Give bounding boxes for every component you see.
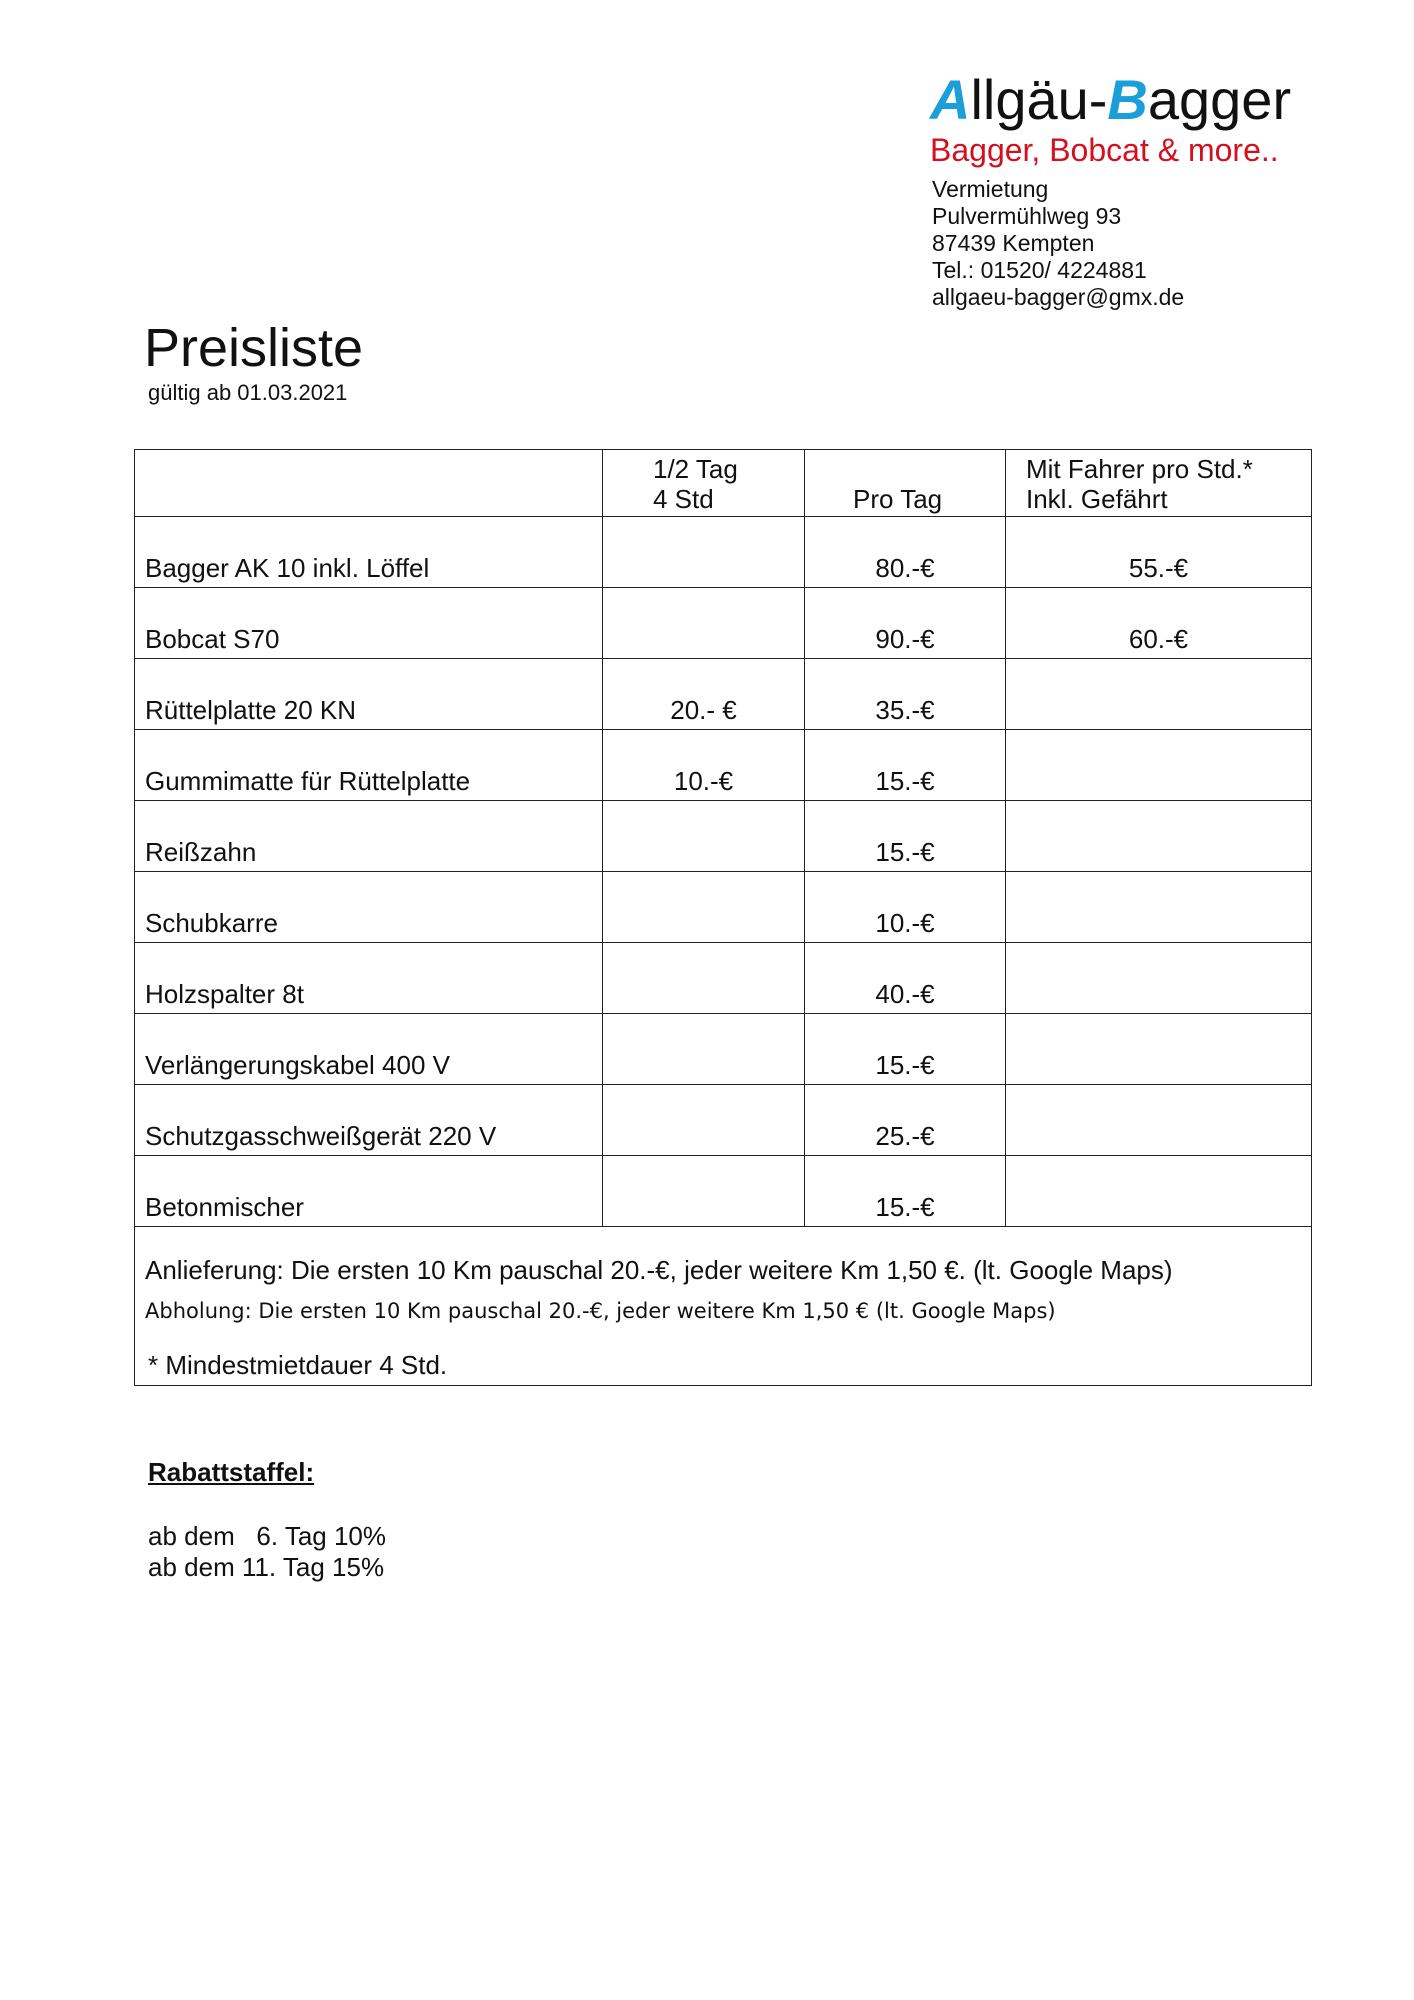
half-day-price	[603, 588, 805, 659]
driver-hourly-price	[1006, 1156, 1312, 1227]
half-day-price	[603, 517, 805, 588]
header-driver-line2: Inkl. Gefährt	[1026, 484, 1168, 514]
header-driver-line1: Mit Fahrer pro Std.*	[1026, 454, 1253, 484]
table-row	[135, 1014, 1312, 1085]
table-row	[135, 1085, 1312, 1156]
header-per-day-label: Pro Tag	[853, 484, 943, 514]
per-day-price: 35.-€	[805, 659, 1006, 730]
driver-hourly-price	[1006, 1014, 1312, 1085]
per-day-price: 15.-€	[805, 801, 1006, 872]
address-city: 87439 Kempten	[932, 230, 1095, 256]
item-name: Bagger AK 10 inkl. Löffel	[135, 517, 603, 588]
valid-from-date: gültig ab 01.03.2021	[148, 380, 348, 405]
driver-hourly-price: 60.-€	[1006, 588, 1312, 659]
discount-item: ab dem 11. Tag 15%	[148, 1552, 385, 1582]
item-name: Rüttelplatte 20 KN	[135, 659, 603, 730]
half-day-price	[603, 1156, 805, 1227]
table-row	[135, 659, 1312, 730]
per-day-price: 15.-€	[805, 730, 1006, 801]
per-day-price: 90.-€	[805, 588, 1006, 659]
address-street: Pulvermühlweg 93	[932, 203, 1122, 229]
table-row	[135, 517, 1312, 588]
discount-list	[148, 1521, 386, 1583]
per-day-price: 15.-€	[805, 1156, 1006, 1227]
header-half-day	[603, 450, 805, 517]
price-table	[134, 449, 1312, 1386]
page-title: Preisliste	[144, 318, 364, 378]
item-name: Schubkarre	[135, 872, 603, 943]
driver-hourly-price	[1006, 801, 1312, 872]
header-half-day-line1: 1/2 Tag	[653, 454, 738, 484]
item-name: Betonmischer	[135, 1156, 603, 1227]
per-day-price: 10.-€	[805, 872, 1006, 943]
header-per-day	[805, 450, 1006, 517]
driver-hourly-price	[1006, 872, 1312, 943]
item-name: Gummimatte für Rüttelplatte	[135, 730, 603, 801]
logo-text-2: agger	[1147, 68, 1292, 131]
item-name: Verlängerungskabel 400 V	[135, 1014, 603, 1085]
per-day-price: 80.-€	[805, 517, 1006, 588]
table-row	[135, 801, 1312, 872]
delivery-text: Anlieferung: Die ersten 10 Km pauschal 20.-€, jeder weitere Km 1,50 €. (lt. Google Maps)	[145, 1255, 1173, 1285]
per-day-price: 15.-€	[805, 1014, 1006, 1085]
pickup-text: Abholung: Die ersten 10 Km pauschal 20.-€, jeder weitere Km 1,50 € (lt. Google Maps)	[145, 1299, 1056, 1323]
item-name: Holzspalter 8t	[135, 943, 603, 1014]
header-with-driver	[1006, 450, 1312, 517]
header-item	[135, 450, 603, 517]
logo-letter-a: A	[930, 68, 971, 131]
driver-hourly-price: 55.-€	[1006, 517, 1312, 588]
table-row	[135, 588, 1312, 659]
half-day-price	[603, 872, 805, 943]
address-phone: Tel.: 01520/ 4224881	[932, 257, 1147, 283]
header-half-day-line2: 4 Std	[653, 484, 714, 514]
company-address	[932, 176, 1184, 311]
discount-item: ab dem 6. Tag 10%	[148, 1521, 387, 1551]
half-day-price	[603, 1085, 805, 1156]
logo-title	[930, 70, 1350, 130]
logo-tagline: Bagger, Bobcat & more..	[930, 132, 1279, 168]
half-day-price	[603, 801, 805, 872]
driver-hourly-price	[1006, 730, 1312, 801]
half-day-price: 10.-€	[603, 730, 805, 801]
minimum-rental-footnote: * Mindestmietdauer 4 Std.	[148, 1350, 448, 1380]
item-name: Reißzahn	[135, 801, 603, 872]
table-header-row	[135, 450, 1312, 517]
address-email[interactable]: allgaeu-bagger@gmx.de	[932, 284, 1185, 310]
address-line-rental: Vermietung	[932, 176, 1049, 202]
table-row	[135, 730, 1312, 801]
driver-hourly-price	[1006, 659, 1312, 730]
item-name: Schutzgasschweißgerät 220 V	[135, 1085, 603, 1156]
logo-text-1: llgäu-	[970, 68, 1108, 131]
table-row	[135, 872, 1312, 943]
half-day-price: 20.- €	[603, 659, 805, 730]
company-logo	[930, 70, 1350, 168]
per-day-price: 40.-€	[805, 943, 1006, 1014]
table-row	[135, 943, 1312, 1014]
per-day-price: 25.-€	[805, 1085, 1006, 1156]
half-day-price	[603, 943, 805, 1014]
half-day-price	[603, 1014, 805, 1085]
discount-title: Rabattstaffel:	[148, 1457, 315, 1487]
item-name: Bobcat S70	[135, 588, 603, 659]
table-row	[135, 1156, 1312, 1227]
logo-letter-b: B	[1107, 68, 1148, 131]
driver-hourly-price	[1006, 943, 1312, 1014]
driver-hourly-price	[1006, 1085, 1312, 1156]
